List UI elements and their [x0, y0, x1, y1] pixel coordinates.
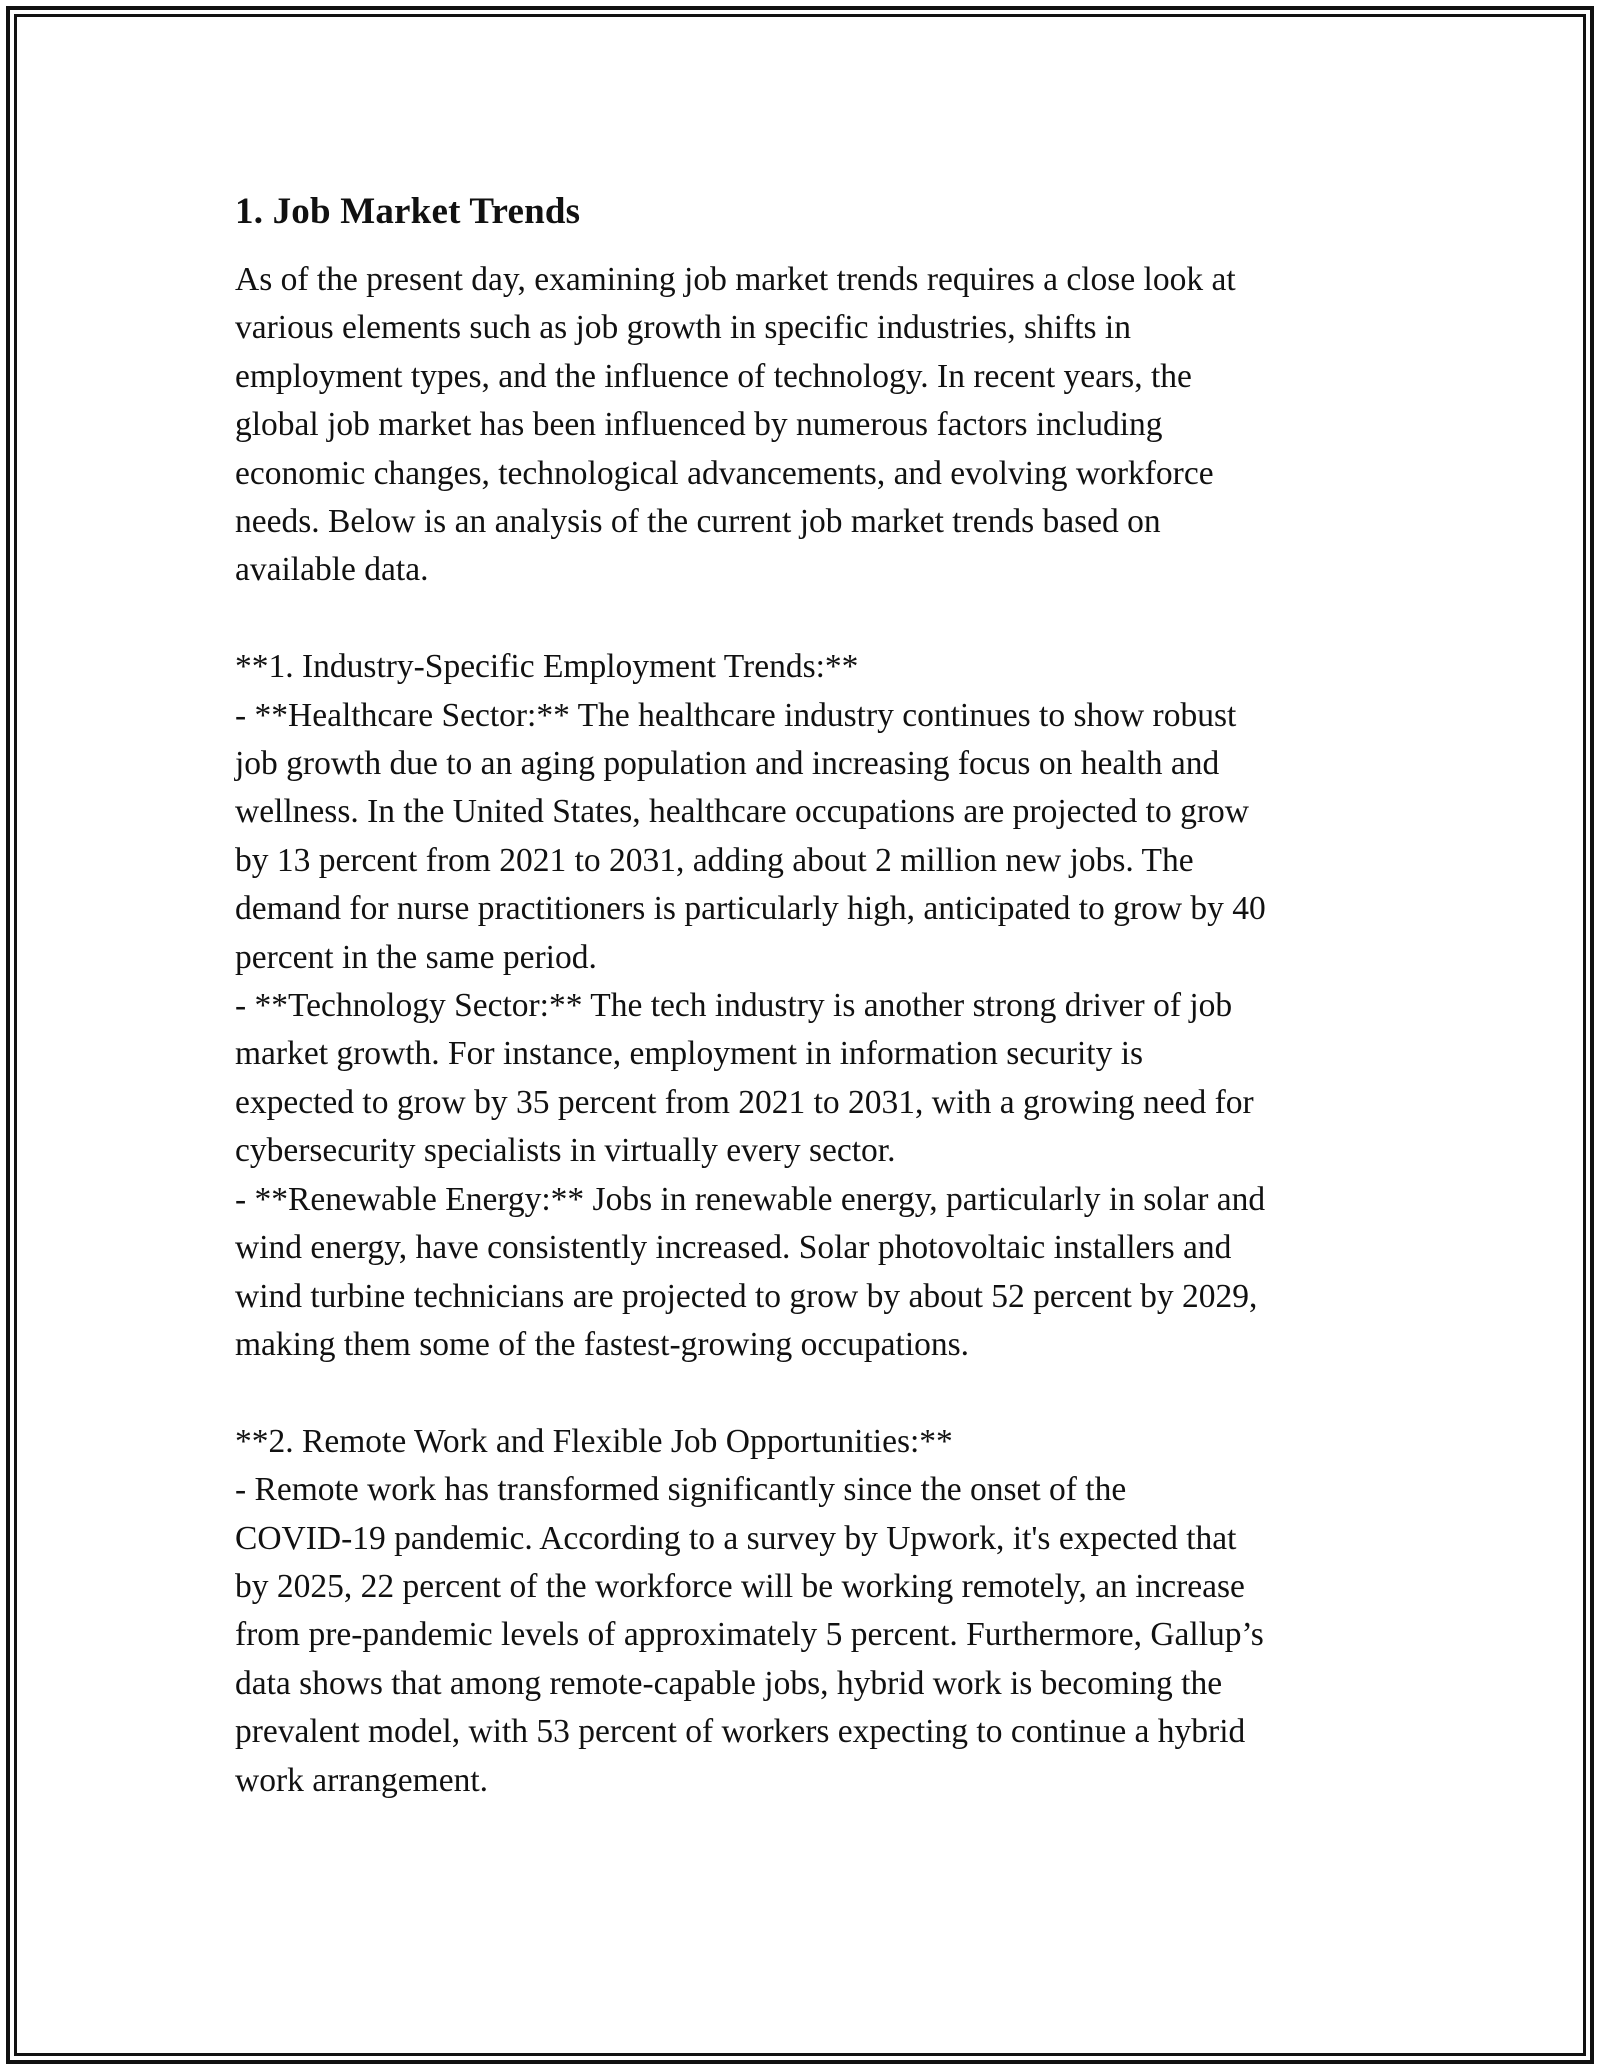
text-line: wind turbine technicians are projected to grow by about 52 percent by 2029,	[235, 1277, 1258, 1315]
text-line: work arrangement.	[235, 1761, 489, 1799]
section-title: 1. Job Market Trends	[235, 191, 581, 232]
text-line: wind energy, have consistently increased. Solar photovoltaic installers and	[235, 1229, 1232, 1267]
text-line: making them some of the fastest-growing occupations.	[235, 1325, 970, 1363]
text-line: - **Technology Sector:** The tech industry is another strong driver of job	[235, 987, 1233, 1025]
text-line: job growth due to an aging population and increasing focus on health and	[235, 745, 1220, 783]
text-line: - **Healthcare Sector:** The healthcare industry continues to show robust	[235, 696, 1237, 734]
text-line: demand for nurse practitioners is particularly high, anticipated to grow by 40	[235, 890, 1266, 928]
text-line: global job market has been influenced by numerous factors including	[235, 406, 1163, 444]
text-line: cybersecurity specialists in virtually every sector.	[235, 1132, 896, 1170]
text-line: from pre-pandemic levels of approximately 5 percent. Furthermore, Gallup’s	[235, 1616, 1264, 1654]
document-content	[235, 186, 1385, 1805]
text-line: wellness. In the United States, healthcare occupations are projected to grow	[235, 793, 1249, 831]
text-line: various elements such as job growth in specific industries, shifts in	[235, 309, 1131, 347]
text-line: - **Renewable Energy:** Jobs in renewable energy, particularly in solar and	[235, 1180, 1266, 1218]
text-line: COVID-19 pandemic. According to a survey by Upwork, it's expected that	[235, 1519, 1237, 1557]
text-line: employment types, and the influence of technology. In recent years, the	[235, 357, 1192, 395]
text-line: data shows that among remote-capable jobs, hybrid work is becoming the	[235, 1664, 1223, 1702]
text-line: expected to grow by 35 percent from 2021 to 2031, with a growing need for	[235, 1083, 1254, 1121]
text-line: - Remote work has transformed significantly since the onset of the	[235, 1471, 1127, 1509]
text-line: **1. Industry-Specific Employment Trends:**	[235, 648, 859, 686]
text-line: **2. Remote Work and Flexible Job Opportunities:**	[235, 1422, 953, 1460]
text-line: by 13 percent from 2021 to 2031, adding about 2 million new jobs. The	[235, 841, 1194, 879]
body-text	[235, 256, 1385, 1805]
text-line: As of the present day, examining job market trends requires a close look at	[235, 261, 1236, 298]
blank-line	[235, 1369, 1385, 1417]
text-line: available data.	[235, 551, 429, 589]
text-line: market growth. For instance, employment in information security is	[235, 1035, 1144, 1073]
text-line: needs. Below is an analysis of the current job market trends based on	[235, 503, 1161, 541]
text-line: prevalent model, with 53 percent of workers expecting to continue a hybrid	[235, 1713, 1246, 1751]
text-line: economic changes, technological advancements, and evolving workforce	[235, 454, 1214, 492]
blank-line	[235, 595, 1385, 643]
text-line: by 2025, 22 percent of the workforce will be working remotely, an increase	[235, 1567, 1245, 1605]
text-line: percent in the same period.	[235, 938, 597, 976]
